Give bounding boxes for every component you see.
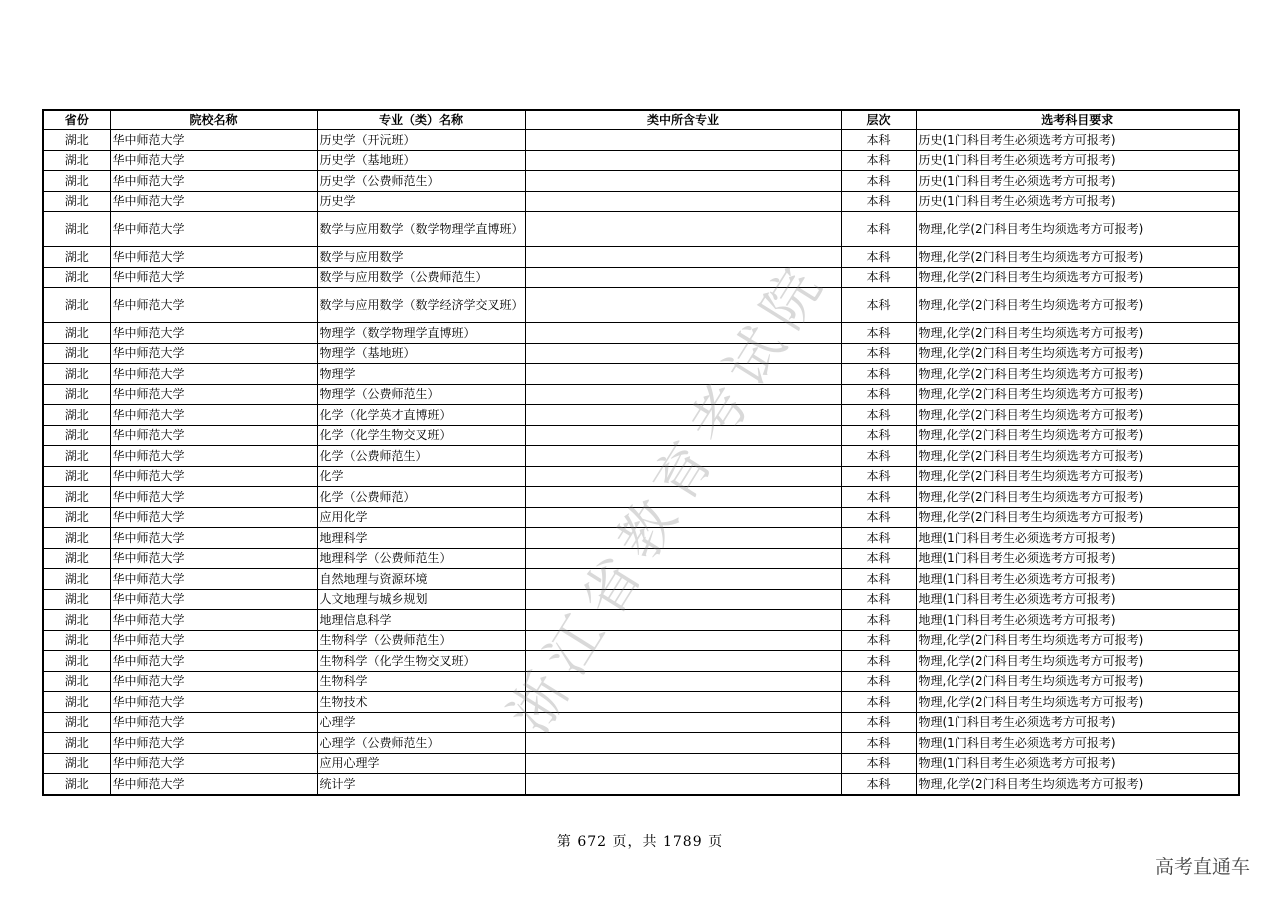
table-cell: 华中师范大学: [110, 589, 317, 610]
table-cell: 本科: [841, 405, 916, 426]
column-header: 院校名称: [110, 110, 317, 130]
table-cell: 本科: [841, 384, 916, 405]
table-row: [43, 733, 1239, 754]
table-row: [43, 212, 1239, 247]
table-cell: 湖北: [43, 150, 110, 171]
table-cell: 湖北: [43, 528, 110, 549]
table-cell: 湖北: [43, 267, 110, 288]
table-cell: 物理,化学(2门科目考生均须选考方可报考): [916, 247, 1239, 268]
table-cell: 华中师范大学: [110, 191, 317, 212]
table-cell: 华中师范大学: [110, 630, 317, 651]
table-row: [43, 548, 1239, 569]
table-cell: 人文地理与城乡规划: [317, 589, 525, 610]
page-number: 第 672 页，共 1789 页: [556, 834, 724, 850]
table-cell: [525, 405, 841, 426]
table-cell: 湖北: [43, 130, 110, 151]
table-cell: 数学与应用数学（数学物理学直博班）: [317, 212, 525, 247]
table-cell: 物理,化学(2门科目考生均须选考方可报考): [916, 630, 1239, 651]
table-cell: 本科: [841, 466, 916, 487]
column-header: 省份: [43, 110, 110, 130]
table-cell: 湖北: [43, 589, 110, 610]
table-cell: 地理科学（公费师范生）: [317, 548, 525, 569]
table-cell: 化学（公费师范）: [317, 487, 525, 508]
table-cell: 华中师范大学: [110, 446, 317, 467]
table-cell: 华中师范大学: [110, 323, 317, 344]
table-cell: 物理,化学(2门科目考生均须选考方可报考): [916, 425, 1239, 446]
table-row: [43, 343, 1239, 364]
table-cell: 华中师范大学: [110, 671, 317, 692]
table-cell: 湖北: [43, 466, 110, 487]
table-row: [43, 569, 1239, 590]
table-row: [43, 487, 1239, 508]
table-cell: 湖北: [43, 343, 110, 364]
table-cell: 华中师范大学: [110, 364, 317, 385]
table-cell: 华中师范大学: [110, 247, 317, 268]
table-cell: 物理,化学(2门科目考生均须选考方可报考): [916, 288, 1239, 323]
table-cell: [525, 364, 841, 385]
table-row: [43, 130, 1239, 151]
table-cell: [525, 212, 841, 247]
table-cell: 历史(1门科目考生必须选考方可报考): [916, 191, 1239, 212]
table-cell: 湖北: [43, 774, 110, 795]
table-cell: 华中师范大学: [110, 343, 317, 364]
table-cell: [525, 247, 841, 268]
table-cell: 华中师范大学: [110, 753, 317, 774]
table-cell: 物理学（数学物理学直博班）: [317, 323, 525, 344]
table-cell: 湖北: [43, 733, 110, 754]
table-cell: 本科: [841, 733, 916, 754]
table-row: [43, 425, 1239, 446]
table-row: [43, 267, 1239, 288]
table-cell: 本科: [841, 589, 916, 610]
table-cell: 湖北: [43, 712, 110, 733]
table-cell: 数学与应用数学（公费师范生）: [317, 267, 525, 288]
table-cell: 湖北: [43, 569, 110, 590]
table-cell: [525, 384, 841, 405]
table-cell: 华中师范大学: [110, 733, 317, 754]
table-cell: 历史学（公费师范生）: [317, 171, 525, 192]
column-header: 专业（类）名称: [317, 110, 525, 130]
table-cell: [525, 528, 841, 549]
table-cell: 物理,化学(2门科目考生均须选考方可报考): [916, 405, 1239, 426]
table-cell: 地理(1门科目考生必须选考方可报考): [916, 589, 1239, 610]
table-cell: 物理,化学(2门科目考生均须选考方可报考): [916, 267, 1239, 288]
table-cell: 化学: [317, 466, 525, 487]
table-cell: 本科: [841, 507, 916, 528]
table-cell: 华中师范大学: [110, 507, 317, 528]
column-header: 选考科目要求: [916, 110, 1239, 130]
table-row: [43, 150, 1239, 171]
table-cell: 湖北: [43, 630, 110, 651]
table-cell: 物理,化学(2门科目考生均须选考方可报考): [916, 364, 1239, 385]
table-cell: 物理(1门科目考生必须选考方可报考): [916, 753, 1239, 774]
table-cell: 湖北: [43, 425, 110, 446]
table-cell: 华中师范大学: [110, 171, 317, 192]
table-cell: 物理,化学(2门科目考生均须选考方可报考): [916, 487, 1239, 508]
table-cell: 本科: [841, 191, 916, 212]
table-cell: [525, 150, 841, 171]
table-cell: 本科: [841, 171, 916, 192]
table-cell: 地理(1门科目考生必须选考方可报考): [916, 548, 1239, 569]
table-cell: 湖北: [43, 487, 110, 508]
table-cell: 本科: [841, 692, 916, 713]
table-cell: 华中师范大学: [110, 150, 317, 171]
table-cell: 湖北: [43, 405, 110, 426]
table-row: [43, 191, 1239, 212]
table-row: [43, 630, 1239, 651]
table-cell: [525, 548, 841, 569]
table-cell: 地理(1门科目考生必须选考方可报考): [916, 569, 1239, 590]
table-cell: 地理科学: [317, 528, 525, 549]
table-cell: 物理学（公费师范生）: [317, 384, 525, 405]
table-cell: 历史学（开沅班）: [317, 130, 525, 151]
table-cell: 数学与应用数学: [317, 247, 525, 268]
table-cell: 本科: [841, 247, 916, 268]
table-cell: 华中师范大学: [110, 487, 317, 508]
table-cell: 华中师范大学: [110, 405, 317, 426]
table-cell: 物理,化学(2门科目考生均须选考方可报考): [916, 692, 1239, 713]
table-row: [43, 466, 1239, 487]
table-cell: 心理学: [317, 712, 525, 733]
table-cell: 湖北: [43, 692, 110, 713]
table-cell: 物理,化学(2门科目考生均须选考方可报考): [916, 507, 1239, 528]
column-header: 层次: [841, 110, 916, 130]
table-cell: 本科: [841, 288, 916, 323]
table-row: [43, 712, 1239, 733]
table-cell: [525, 343, 841, 364]
table-body: [43, 130, 1239, 795]
table-cell: 本科: [841, 323, 916, 344]
table-cell: 本科: [841, 528, 916, 549]
table-cell: 湖北: [43, 548, 110, 569]
table-cell: [525, 651, 841, 672]
table-cell: 本科: [841, 651, 916, 672]
table-row: [43, 384, 1239, 405]
table-row: [43, 651, 1239, 672]
table-cell: 华中师范大学: [110, 610, 317, 631]
table-header-row: [43, 110, 1239, 130]
table-cell: 本科: [841, 212, 916, 247]
table-row: [43, 323, 1239, 344]
table-cell: 湖北: [43, 384, 110, 405]
table-row: [43, 507, 1239, 528]
table-cell: 化学（公费师范生）: [317, 446, 525, 467]
table-row: [43, 446, 1239, 467]
table-cell: [525, 712, 841, 733]
table-cell: [525, 267, 841, 288]
table-cell: [525, 425, 841, 446]
table-cell: 生物科学（公费师范生）: [317, 630, 525, 651]
table-cell: 数学与应用数学（数学经济学交叉班）: [317, 288, 525, 323]
table-cell: 应用心理学: [317, 753, 525, 774]
table-cell: 湖北: [43, 191, 110, 212]
table-cell: 心理学（公费师范生）: [317, 733, 525, 754]
table-row: [43, 405, 1239, 426]
table-cell: [525, 487, 841, 508]
table-row: [43, 589, 1239, 610]
watermark: 浙江省教育考试院: [497, 248, 841, 745]
brand-logo-text: 高考直通车: [1154, 856, 1250, 878]
table-cell: 湖北: [43, 171, 110, 192]
table-cell: 本科: [841, 569, 916, 590]
table-cell: 湖北: [43, 651, 110, 672]
table-cell: 湖北: [43, 671, 110, 692]
table-cell: 历史(1门科目考生必须选考方可报考): [916, 171, 1239, 192]
table-cell: 湖北: [43, 753, 110, 774]
table-cell: 物理,化学(2门科目考生均须选考方可报考): [916, 343, 1239, 364]
table-cell: 华中师范大学: [110, 774, 317, 795]
table-cell: 生物科学: [317, 671, 525, 692]
table-cell: 华中师范大学: [110, 267, 317, 288]
table-cell: [525, 171, 841, 192]
table-row: [43, 774, 1239, 795]
table-cell: 华中师范大学: [110, 130, 317, 151]
table-cell: 华中师范大学: [110, 651, 317, 672]
table-row: [43, 753, 1239, 774]
table-cell: 历史(1门科目考生必须选考方可报考): [916, 150, 1239, 171]
table-row: [43, 364, 1239, 385]
table-cell: [525, 671, 841, 692]
table-cell: 物理,化学(2门科目考生均须选考方可报考): [916, 651, 1239, 672]
table-cell: [525, 466, 841, 487]
table-cell: [525, 733, 841, 754]
table-cell: 华中师范大学: [110, 466, 317, 487]
table-cell: [525, 191, 841, 212]
table-cell: 华中师范大学: [110, 288, 317, 323]
table-cell: 本科: [841, 712, 916, 733]
table-cell: 本科: [841, 753, 916, 774]
table-cell: 自然地理与资源环境: [317, 569, 525, 590]
table-cell: [525, 569, 841, 590]
table-cell: 本科: [841, 774, 916, 795]
table-cell: 物理,化学(2门科目考生均须选考方可报考): [916, 774, 1239, 795]
table-cell: 历史学: [317, 191, 525, 212]
table-cell: 华中师范大学: [110, 212, 317, 247]
table-cell: [525, 692, 841, 713]
table-cell: 生物技术: [317, 692, 525, 713]
table-cell: 物理,化学(2门科目考生均须选考方可报考): [916, 212, 1239, 247]
table-cell: [525, 323, 841, 344]
table-cell: 湖北: [43, 212, 110, 247]
table-cell: 湖北: [43, 610, 110, 631]
table-cell: 本科: [841, 548, 916, 569]
table-row: [43, 528, 1239, 549]
table-cell: 华中师范大学: [110, 384, 317, 405]
table-cell: 物理,化学(2门科目考生均须选考方可报考): [916, 384, 1239, 405]
table-cell: 本科: [841, 343, 916, 364]
table-cell: 地理信息科学: [317, 610, 525, 631]
table-cell: 本科: [841, 446, 916, 467]
table-cell: 华中师范大学: [110, 692, 317, 713]
table-cell: 物理,化学(2门科目考生均须选考方可报考): [916, 446, 1239, 467]
table-cell: 湖北: [43, 323, 110, 344]
table-cell: 华中师范大学: [110, 712, 317, 733]
table-cell: 物理,化学(2门科目考生均须选考方可报考): [916, 671, 1239, 692]
table-cell: [525, 130, 841, 151]
table-cell: 湖北: [43, 446, 110, 467]
table-cell: 本科: [841, 487, 916, 508]
table-cell: 华中师范大学: [110, 425, 317, 446]
column-header: 类中所含专业: [525, 110, 841, 130]
table-cell: [525, 589, 841, 610]
table-cell: 地理(1门科目考生必须选考方可报考): [916, 610, 1239, 631]
table-cell: [525, 774, 841, 795]
table-cell: 本科: [841, 267, 916, 288]
table-cell: 本科: [841, 610, 916, 631]
table-cell: 华中师范大学: [110, 528, 317, 549]
table-cell: 地理(1门科目考生必须选考方可报考): [916, 528, 1239, 549]
table-cell: 湖北: [43, 507, 110, 528]
table-cell: [525, 610, 841, 631]
table-row: [43, 610, 1239, 631]
table-cell: 化学（化学生物交叉班）: [317, 425, 525, 446]
table-cell: 物理,化学(2门科目考生均须选考方可报考): [916, 323, 1239, 344]
table-cell: 湖北: [43, 247, 110, 268]
table-cell: 物理(1门科目考生必须选考方可报考): [916, 733, 1239, 754]
table-cell: 湖北: [43, 364, 110, 385]
table-row: [43, 247, 1239, 268]
table-cell: 湖北: [43, 288, 110, 323]
table-cell: 本科: [841, 130, 916, 151]
table-cell: 应用化学: [317, 507, 525, 528]
table-cell: [525, 630, 841, 651]
table-cell: 本科: [841, 630, 916, 651]
table-cell: 本科: [841, 425, 916, 446]
table-row: [43, 671, 1239, 692]
table-cell: 本科: [841, 364, 916, 385]
table-cell: 物理学: [317, 364, 525, 385]
table-cell: [525, 446, 841, 467]
table-row: [43, 288, 1239, 323]
table-row: [43, 171, 1239, 192]
table-cell: 本科: [841, 671, 916, 692]
table-row: [43, 692, 1239, 713]
table-cell: 物理(1门科目考生必须选考方可报考): [916, 712, 1239, 733]
admission-table: [42, 109, 1240, 796]
table-cell: [525, 753, 841, 774]
table-cell: 物理,化学(2门科目考生均须选考方可报考): [916, 466, 1239, 487]
table-cell: 生物科学（化学生物交叉班）: [317, 651, 525, 672]
table-cell: 统计学: [317, 774, 525, 795]
table-cell: 物理学（基地班）: [317, 343, 525, 364]
table-cell: 历史(1门科目考生必须选考方可报考): [916, 130, 1239, 151]
table-cell: 华中师范大学: [110, 569, 317, 590]
table-cell: 化学（化学英才直博班）: [317, 405, 525, 426]
table-cell: [525, 288, 841, 323]
table-cell: 本科: [841, 150, 916, 171]
table-cell: 华中师范大学: [110, 548, 317, 569]
table-cell: 历史学（基地班）: [317, 150, 525, 171]
table-cell: [525, 507, 841, 528]
